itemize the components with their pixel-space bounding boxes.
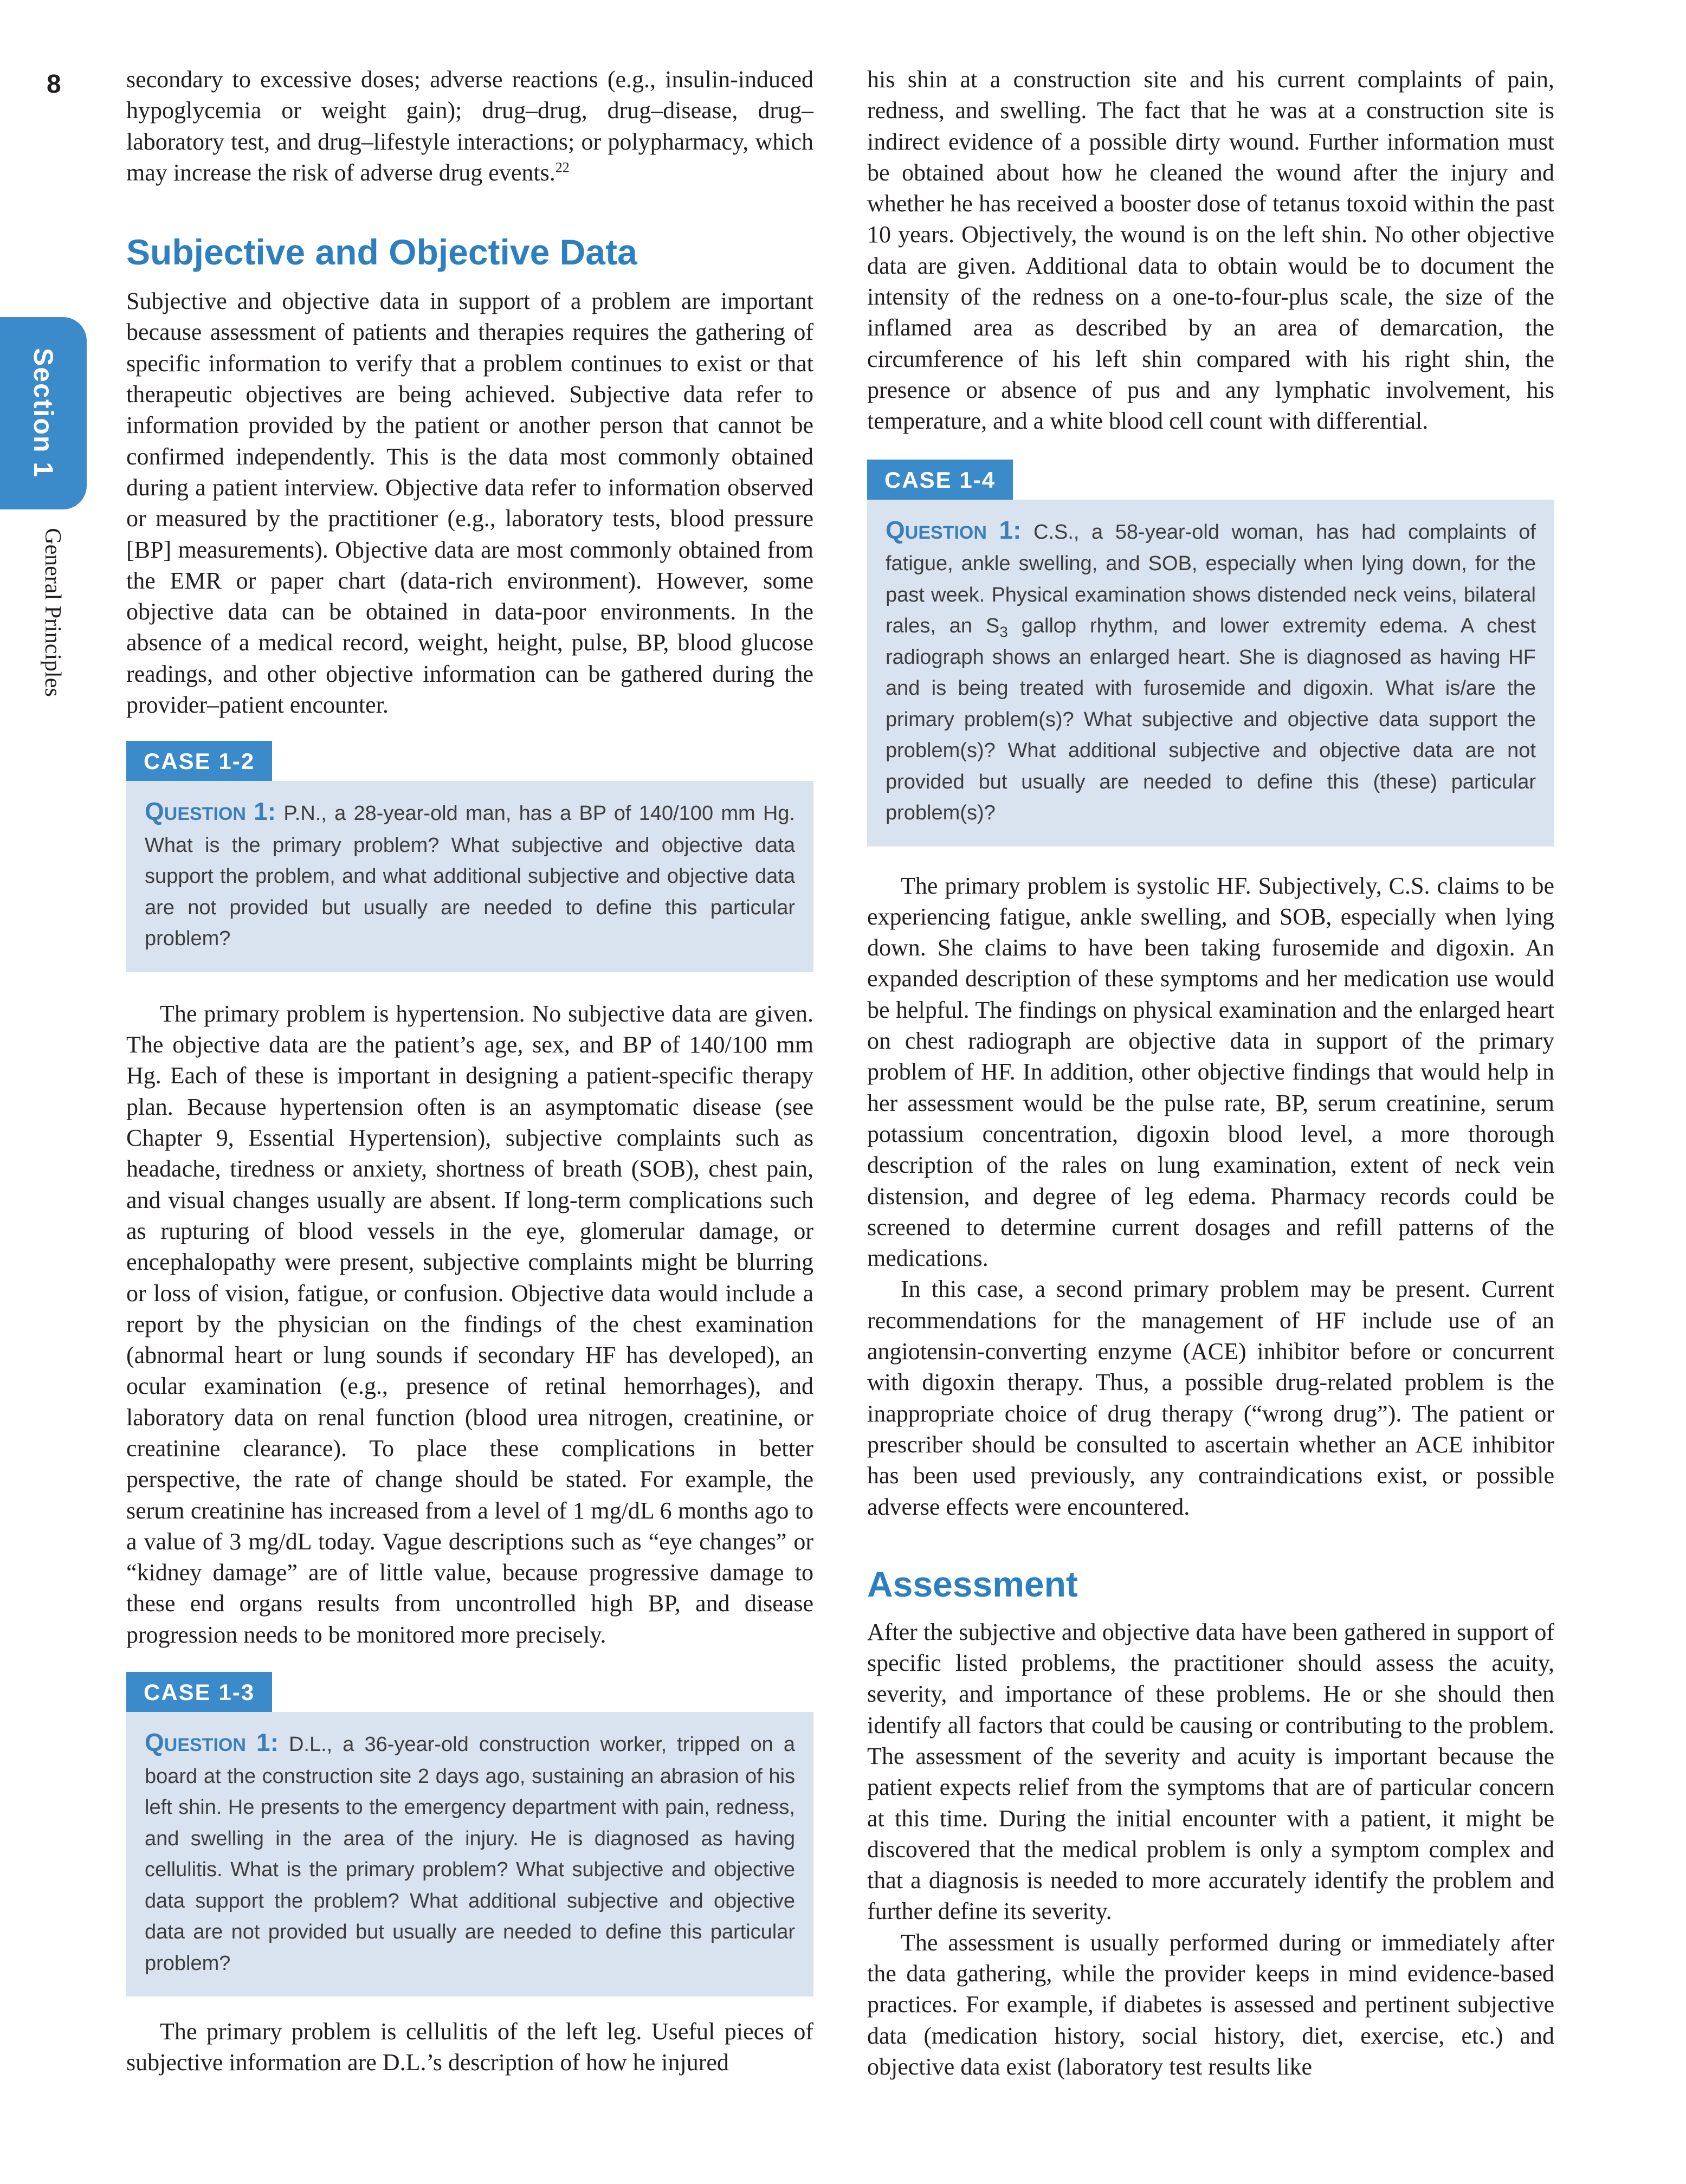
paragraph: The primary problem is systolic HF. Subjectively, C.S. claims to be experiencing fatigue, ankle swelling, and SOB, especially when lying down. She claims to have been taking furosemide and digoxin. An expanded description of these symptoms and her medication use would be helpful. The findings on physical examination and the enlarged heart on chest radiograph are objective data in support of the primary problem of HF. In addition, other objective findings that would help in her assessment would be the pulse rate, BP, serum creatinine, serum potassium concentration, digoxin blood level, a more thorough description of the rales on lung examination, extent of neck vein distension, and degree of leg edema. Pharmacy records could be screened to determine current dosages and refill patterns of the medications. (867, 872, 1554, 1272)
case-question: QUESTION 1: C.S., a 58-year-old woman, has had complaints of fatigue, ankle swelling, and SOB, especially when lying down, for the past week. Physical examination shows distended neck veins, bilateral rales, an $S_3$ gallop rhythm, and lower extremity edema. A chest radiograph shows an enlarged heart. She is diagnosed as having HF and is being treated with furosemide and digoxin. What is/are the primary problem(s)? What subjective and objective data support the problem(s)? What additional subjective and objective data are not provided but usually are needed to define this (these) particular problem(s)? (886, 515, 1536, 825)
question-lead: QUESTION 1: (886, 515, 1022, 544)
case-1-4 (867, 460, 1554, 847)
section-heading: Subjective and Objective Data (126, 232, 637, 273)
paragraph: After the subjective and objective data have been gathered in support of specific listed problems, the practitioner should assess the acuity, severity, and importance of these problems. He or she should then identify all factors that could be causing or contributing to the problem. The assessment of the severity and acuity is important because the patient expects relief from the symptoms that are of particular concern at this time. During the initial encounter with a patient, it might be discovered that the medical problem is only a symptom complex and that a diagnosis is needed to more accurately identify the problem and further define its severity. (867, 1618, 1554, 1925)
question-lead: QUESTION 1: (145, 1728, 279, 1757)
section-heading: Assessment (867, 1563, 1078, 1604)
case-label: CASE 1-4 (867, 460, 1013, 500)
page-number: 8 (47, 70, 61, 99)
case-question: QUESTION 1: D.L., a 36-year-old construction worker, tripped on a board at the construction site 2 days ago, sustaining an abrasion of his left shin. He presents to the emergency department with pain, redness, and swelling in the area of the injury. He is diagnosed as having cellulitis. What is the primary problem? What subjective and objective data support the problem? What additional subjective and objective data are not provided but usually are needed to define this particular problem? (145, 1728, 795, 1975)
case-question-box (867, 500, 1554, 847)
subscript: 3 (999, 623, 1008, 641)
section-tab-label: Section 1 (28, 347, 59, 479)
paragraph: The primary problem is cellulitis of the left leg. Useful pieces of subjective information are D.L.’s description of how he injured (126, 2018, 813, 2076)
left-column (126, 64, 813, 2078)
case-1-2 (126, 741, 813, 972)
case-question-box (126, 1712, 813, 1996)
paragraph: In this case, a second primary problem may be present. Current recommendations for the management of HF include use of an angiotensin-converting enzyme (ACE) inhibitor before or concurrent with digoxin therapy. Thus, a possible drug-related problem is the inappropriate choice of drug therapy (“wrong drug”). The patient or prescriber should be consulted to ascertain whether an ACE inhibitor has been used previously, any contraindications exist, or possible adverse effects were encountered. (867, 1276, 1554, 1520)
paragraph: secondary to excessive doses; adverse reactions (e.g., insulin-induced hypoglycemia or weight gain); drug–drug, drug–disease, drug–laboratory test, and drug–lifestyle interactions; or polypharmacy, which may increase the risk of adverse drug events.$^{22}$ (126, 66, 813, 186)
case-question: QUESTION 1: P.N., a 28-year-old man, has a BP of 140/100 mm Hg. What is the primary problem? What subjective and objective data support the problem, and what additional subjective and objective data are not provided but usually are needed to define this particular problem? (145, 797, 795, 951)
paragraph: The primary problem is hypertension. No subjective data are given. The objective data are the patient’s age, sex, and BP of 140/100 mm Hg. Each of these is important in designing a patient-specific therapy plan. Because hypertension often is an asymptomatic disease (see Chapter 9, Essential Hypertension), subjective complaints such as headache, tiredness or anxiety, shortness of breath (SOB), chest pain, and visual changes usually are absent. If long-term complications such as rupturing of blood vessels in the eye, glomerular damage, or encephalopathy were present, subjective complaints might be blurring or loss of vision, fatigue, or confusion. Objective data would include a report by the physician on the findings of the chest examination (abnormal heart or lung sounds if secondary HF has developed), an ocular examination (e.g., presence of retinal hemorrhages), and laboratory data on renal function (blood urea nitrogen, creatinine, or creatinine clearance). To place these complications in better perspective, the rate of change should be stated. For example, the serum creatinine has increased from a level of 1 mg/dL 6 months ago to a value of 3 mg/dL today. Vague descriptions such as “eye changes” or “kidney damage” are of little value, because progressive damage to these end organs results from uncontrolled high BP, and disease progression needs to be monitored more precisely. (126, 1000, 813, 1648)
question-lead: QUESTION 1: (145, 797, 276, 826)
section-title: General Principles (40, 528, 65, 697)
case-label: CASE 1-3 (126, 1672, 272, 1712)
right-column (867, 64, 1554, 2082)
case-1-3 (126, 1672, 813, 1996)
reference-superscript: 22 (555, 159, 570, 176)
paragraph: his shin at a construction site and his current complaints of pain, redness, and swelling. The fact that he was at a construction site is indirect evidence of a possible dirty wound. Further information must be obtained about how he cleaned the wound after the injury and whether he has received a booster dose of tetanus toxoid within the past 10 years. Objectively, the wound is on the left shin. No other objective data are given. Additional data to obtain would be to document the intensity of the redness on a one-to-four-plus scale, the size of the inflamed area as described by an area of demarcation, the circumference of his left shin compared with his right shin, the presence or absence of pus and any lymphatic involvement, his temperature, and a white blood cell count with differential. (867, 66, 1554, 435)
case-question-box (126, 781, 813, 972)
paragraph: Subjective and objective data in support of a problem are important because assessment of patients and therapies requires the gathering of specific information to verify that a problem continues to exist or that therapeutic objectives are being achieved. Subjective data refer to information provided by the patient or another person that cannot be confirmed independently. This is the data most commonly obtained during a patient interview. Objective data refer to information observed or measured by the practitioner (e.g., laboratory tests, blood pressure [BP] measurements). Objective data are most commonly obtained from the EMR or paper chart (data-rich environment). However, some objective data can be obtained in data-poor environments. In the absence of a medical record, weight, height, pulse, BP, blood glucose readings, and other objective information can be gathered during the provider–patient encounter. (126, 288, 813, 719)
case-label: CASE 1-2 (126, 741, 272, 781)
paragraph: The assessment is usually performed during or immediately after the data gathering, while the provider keeps in mind evidence-based practices. For example, if diabetes is assessed and pertinent subjective data (medication history, social history, diet, exercise, etc.) and objective data exist (laboratory test results like (867, 1929, 1554, 2080)
